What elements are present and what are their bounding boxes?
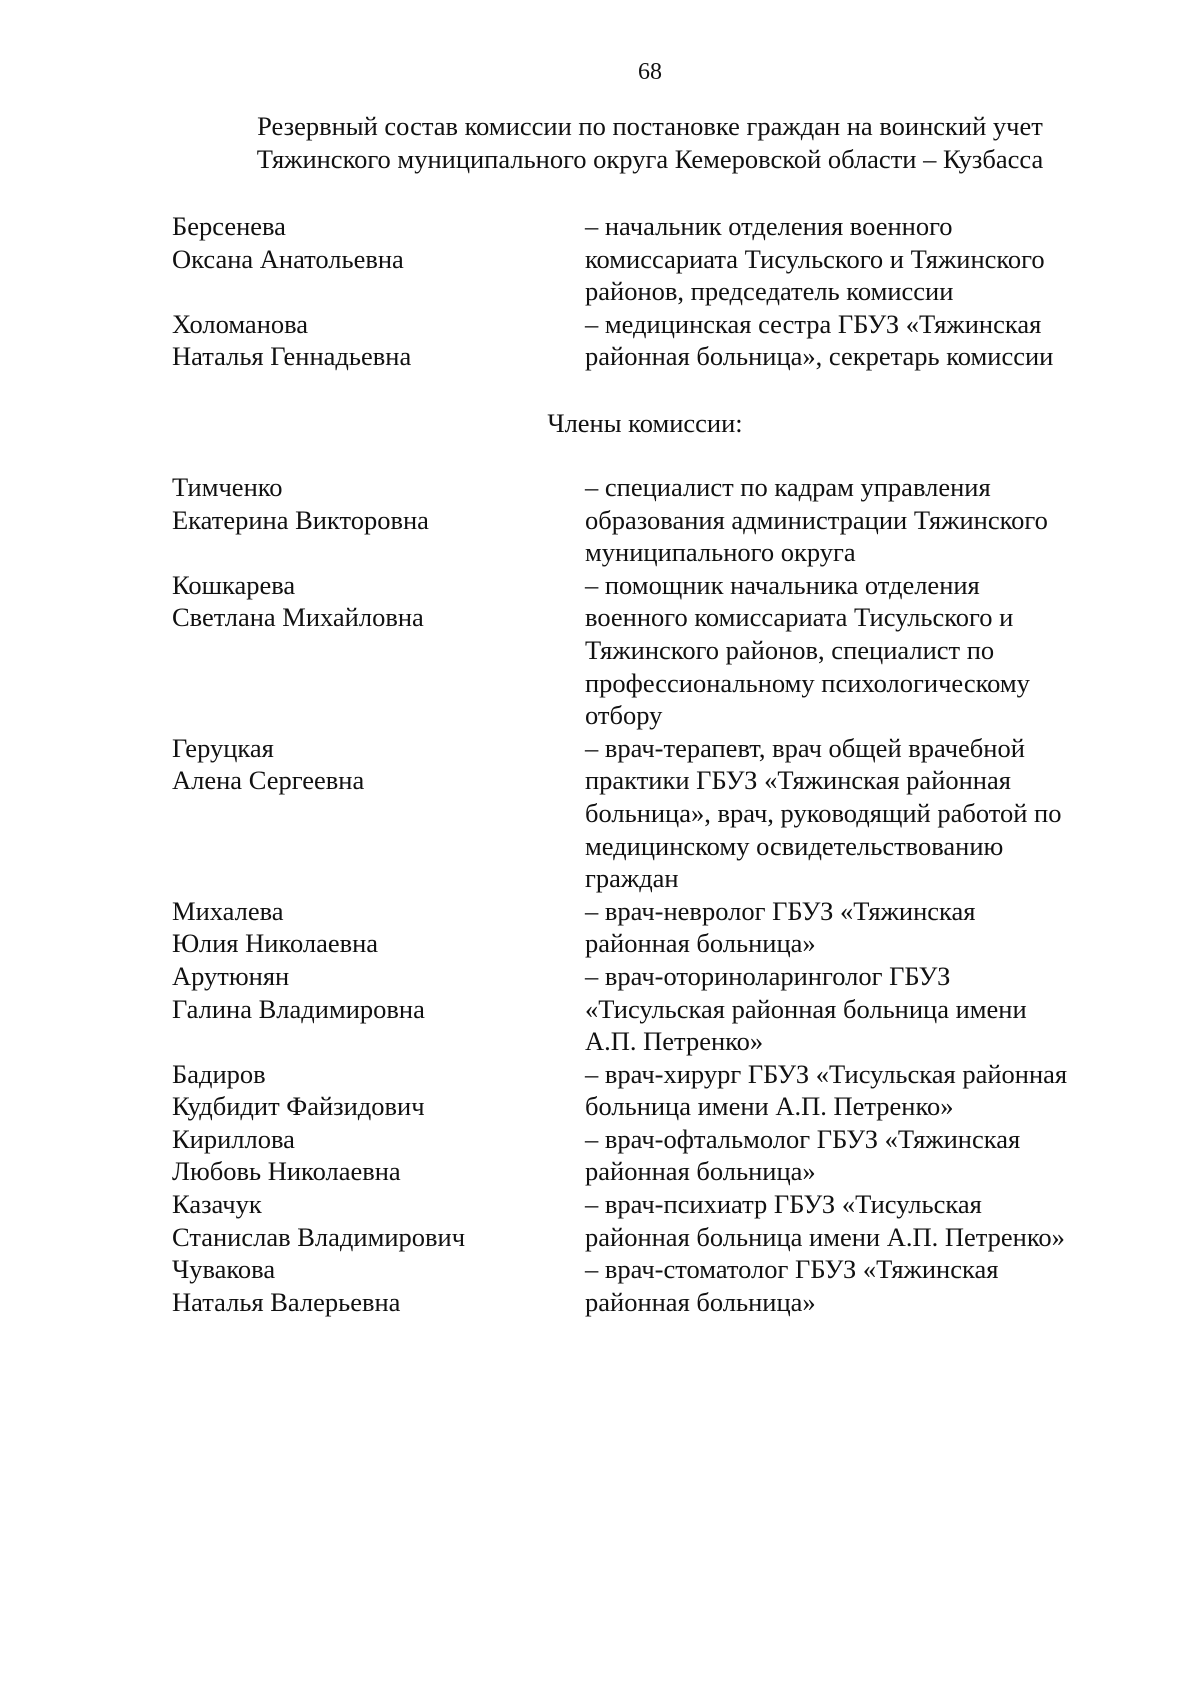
title-line-1: Резервный состав комиссии по постановке граждан на воинский учет [257,111,1043,141]
role-line: районная больница» [585,1156,816,1187]
role-line: образования администрации Тяжинского [585,504,1048,535]
person-name [172,960,585,1025]
person-given-names: Галина Владимировна [172,993,425,1024]
role-line: районная больница» [585,928,816,959]
person-surname: Тимченко [172,472,283,502]
role-line: – помощник начальника отделения [585,569,980,600]
person-given-names: Любовь Николаевна [172,1156,401,1187]
member-entry [172,732,1112,895]
leadership-entry [172,210,1112,308]
person-role [585,210,1115,308]
role-line: больница», врач, руководящий работой по [585,797,1062,828]
person-surname: Бадиров [172,1058,266,1089]
role-line: «Тисульская районная больница имени [585,993,1027,1024]
role-line: больница имени А.П. Петренко» [585,1091,954,1122]
person-surname: Арутюнян [172,960,290,991]
title-line-2: Тяжинского муниципального округа Кемеровской области – Кузбасса [256,143,1044,174]
role-line: профессиональному психологическому [585,667,1030,698]
member-entry [172,960,1112,1058]
role-line: – врач-хирург ГБУЗ «Тисульская районная [585,1058,1068,1089]
person-name [172,569,585,634]
role-line: медицинскому освидетельствованию [585,830,1004,861]
person-role [585,471,1115,569]
role-line: – врач-терапевт, врач общей врачебной [585,732,1025,763]
role-line: – начальник отделения военного [585,211,953,241]
document-title [150,110,1150,175]
member-entry [172,1188,1112,1253]
person-given-names: Оксана Анатольевна [172,243,404,274]
role-line: – медицинская сестра ГБУЗ «Тяжинская [585,308,1042,339]
role-line: Тяжинского районов, специалист по [585,634,995,665]
role-line: граждан [585,863,679,894]
person-role [585,1253,1115,1318]
person-role [585,960,1115,1058]
person-given-names: Станислав Владимирович [172,1221,466,1252]
person-name [172,1123,585,1188]
role-line: – врач-психиатр ГБУЗ «Тисульская [585,1189,982,1220]
role-line: комиссариата Тисульского и Тяжинского [585,243,1045,274]
role-line: военного комиссариата Тисульского и [585,602,1014,633]
person-surname: Казачук [172,1189,262,1220]
role-line: практики ГБУЗ «Тяжинская районная [585,765,1011,796]
person-given-names: Светлана Михайловна [172,602,424,633]
person-role [585,732,1115,895]
person-surname: Холоманова [172,308,309,339]
role-line: районов, председатель комиссии [585,276,954,307]
person-surname: Кошкарева [172,569,296,600]
person-surname: Михалева [172,895,284,926]
member-entry [172,569,1112,732]
role-line: – врач-стоматолог ГБУЗ «Тяжинская [585,1254,999,1285]
person-name [172,732,585,797]
person-given-names: Екатерина Викторовна [172,504,429,535]
person-given-names: Наталья Валерьевна [172,1286,401,1317]
role-line: муниципального округа [585,537,856,568]
member-entry [172,895,1112,960]
role-line: районная больница» [585,1286,816,1317]
role-line: – врач-офтальмолог ГБУЗ «Тяжинская [585,1123,1021,1154]
person-name [172,1188,585,1253]
person-given-names: Кудбидит Файзидович [172,1091,425,1122]
member-entry [172,471,1112,569]
person-name [172,210,585,275]
person-role [585,1058,1115,1123]
person-given-names: Юлия Николаевна [172,928,379,959]
role-line: районная больница имени А.П. Петренко» [585,1221,1065,1252]
person-given-names: Алена Сергеевна [172,765,365,796]
leadership-entry [172,308,1112,373]
member-entry [172,1123,1112,1188]
role-line: районная больница», секретарь комиссии [585,341,1054,372]
role-line: – врач-оториноларинголог ГБУЗ [585,960,951,991]
person-role [585,895,1115,960]
role-line: – специалист по кадрам управления [585,472,991,502]
page-number: 68 [638,59,662,85]
members-heading: Члены комиссии: [547,408,743,438]
person-role [585,308,1115,373]
person-role [585,569,1115,732]
person-name [172,1058,585,1123]
member-entry [172,1253,1112,1318]
person-name [172,1253,585,1318]
person-surname: Берсенева [172,211,286,241]
role-line: – врач-невролог ГБУЗ «Тяжинская [585,895,976,926]
role-line: отбору [585,700,663,731]
person-name [172,308,585,373]
member-entry [172,1058,1112,1123]
role-line: А.П. Петренко» [585,1026,764,1057]
person-role [585,1188,1115,1253]
person-role [585,1123,1115,1188]
person-name [172,471,585,536]
members-list [172,471,1112,1318]
leadership-list [172,210,1112,373]
person-name [172,895,585,960]
person-surname: Чувакова [172,1254,276,1285]
person-given-names: Наталья Геннадьевна [172,341,412,372]
person-surname: Кириллова [172,1123,295,1154]
person-surname: Геруцкая [172,732,274,763]
